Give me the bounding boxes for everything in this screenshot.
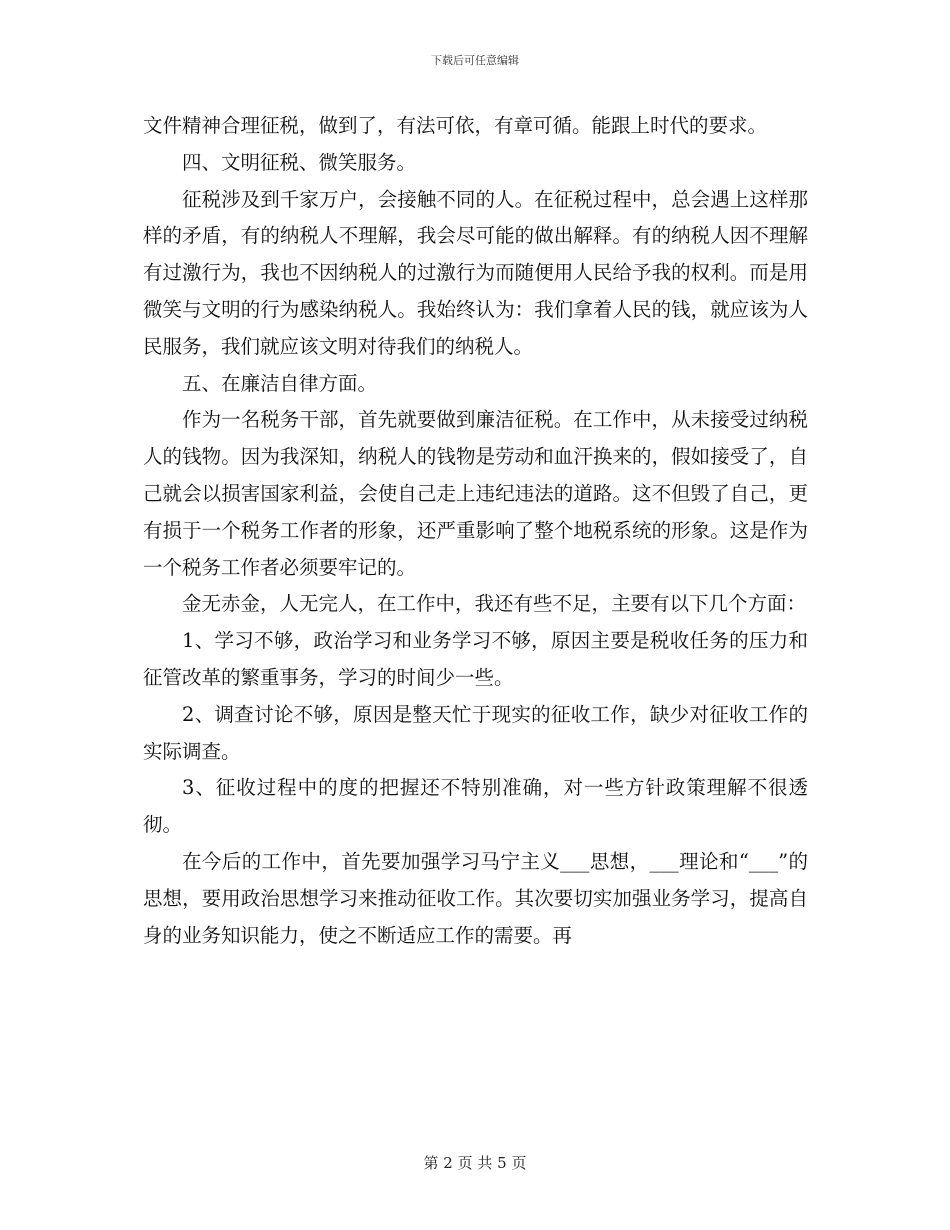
- paragraph: 金无赤金，人无完人，在工作中，我还有些不足，主要有以下几个方面：: [182, 592, 807, 616]
- section-heading-5: 五、在廉洁自律方面。: [182, 371, 378, 395]
- list-item: 2、调查讨论不够，原因是整天忙于现实的征收工作，缺少对征收工作的实际调查。: [143, 702, 808, 763]
- page-header: 下载后可任意编辑: [431, 54, 519, 67]
- paragraph: 作为一名税务干部，首先就要做到廉洁征税。在工作中，从未接受过纳税人的钱物。因为我深知，纳税人的钱物是劳动和血汗换来的，假如接受了，自己就会以损害国家利益，会使自己走上违纪违法的道路。这不但毁了自己，更有损于一个税务工作者的形象，还严重影响了整个地税系统的形象。这是作为一个税务工作者必须要牢记的。: [143, 408, 808, 579]
- page-footer: 第 2 页 共 5 页: [423, 1154, 527, 1172]
- document-body: [143, 108, 808, 954]
- list-item: 3、征收过程中的度的把握还不特别准确，对一些方针政策理解不很透彻。: [143, 776, 808, 837]
- list-item: 1、学习不够，政治学习和业务学习不够，原因主要是税收任务的压力和征管改革的繁重事务，学习的时间少一些。: [143, 629, 808, 689]
- paragraph-continuation: 文件精神合理征税，做到了，有法可依，有章可循。能跟上时代的要求。: [143, 114, 768, 137]
- paragraph: 征税涉及到千家万户，会接触不同的人。在征税过程中，总会遇上这样那样的矛盾，有的纳税人不理解，我会尽可能的做出解释。有的纳税人因不理解有过激行为，我也不因纳税人的过激行为而随便用人民给予我的权利。而是用微笑与文明的行为感染纳税人。我始终认为：我们拿着人民的钱，就应该为人民服务，我们就应该文明对待我们的纳税人。: [143, 187, 808, 358]
- paragraph: 在今后的工作中，首先要加强学习马宁主义___思想，___理论和“___”的思想，要用政治思想学习来推动征收工作。其次要切实加强业务学习，提高自身的业务知识能力，使之不断适应工作的需要。再: [143, 849, 808, 947]
- section-heading-4: 四、文明征税、微笑服务。: [182, 150, 417, 174]
